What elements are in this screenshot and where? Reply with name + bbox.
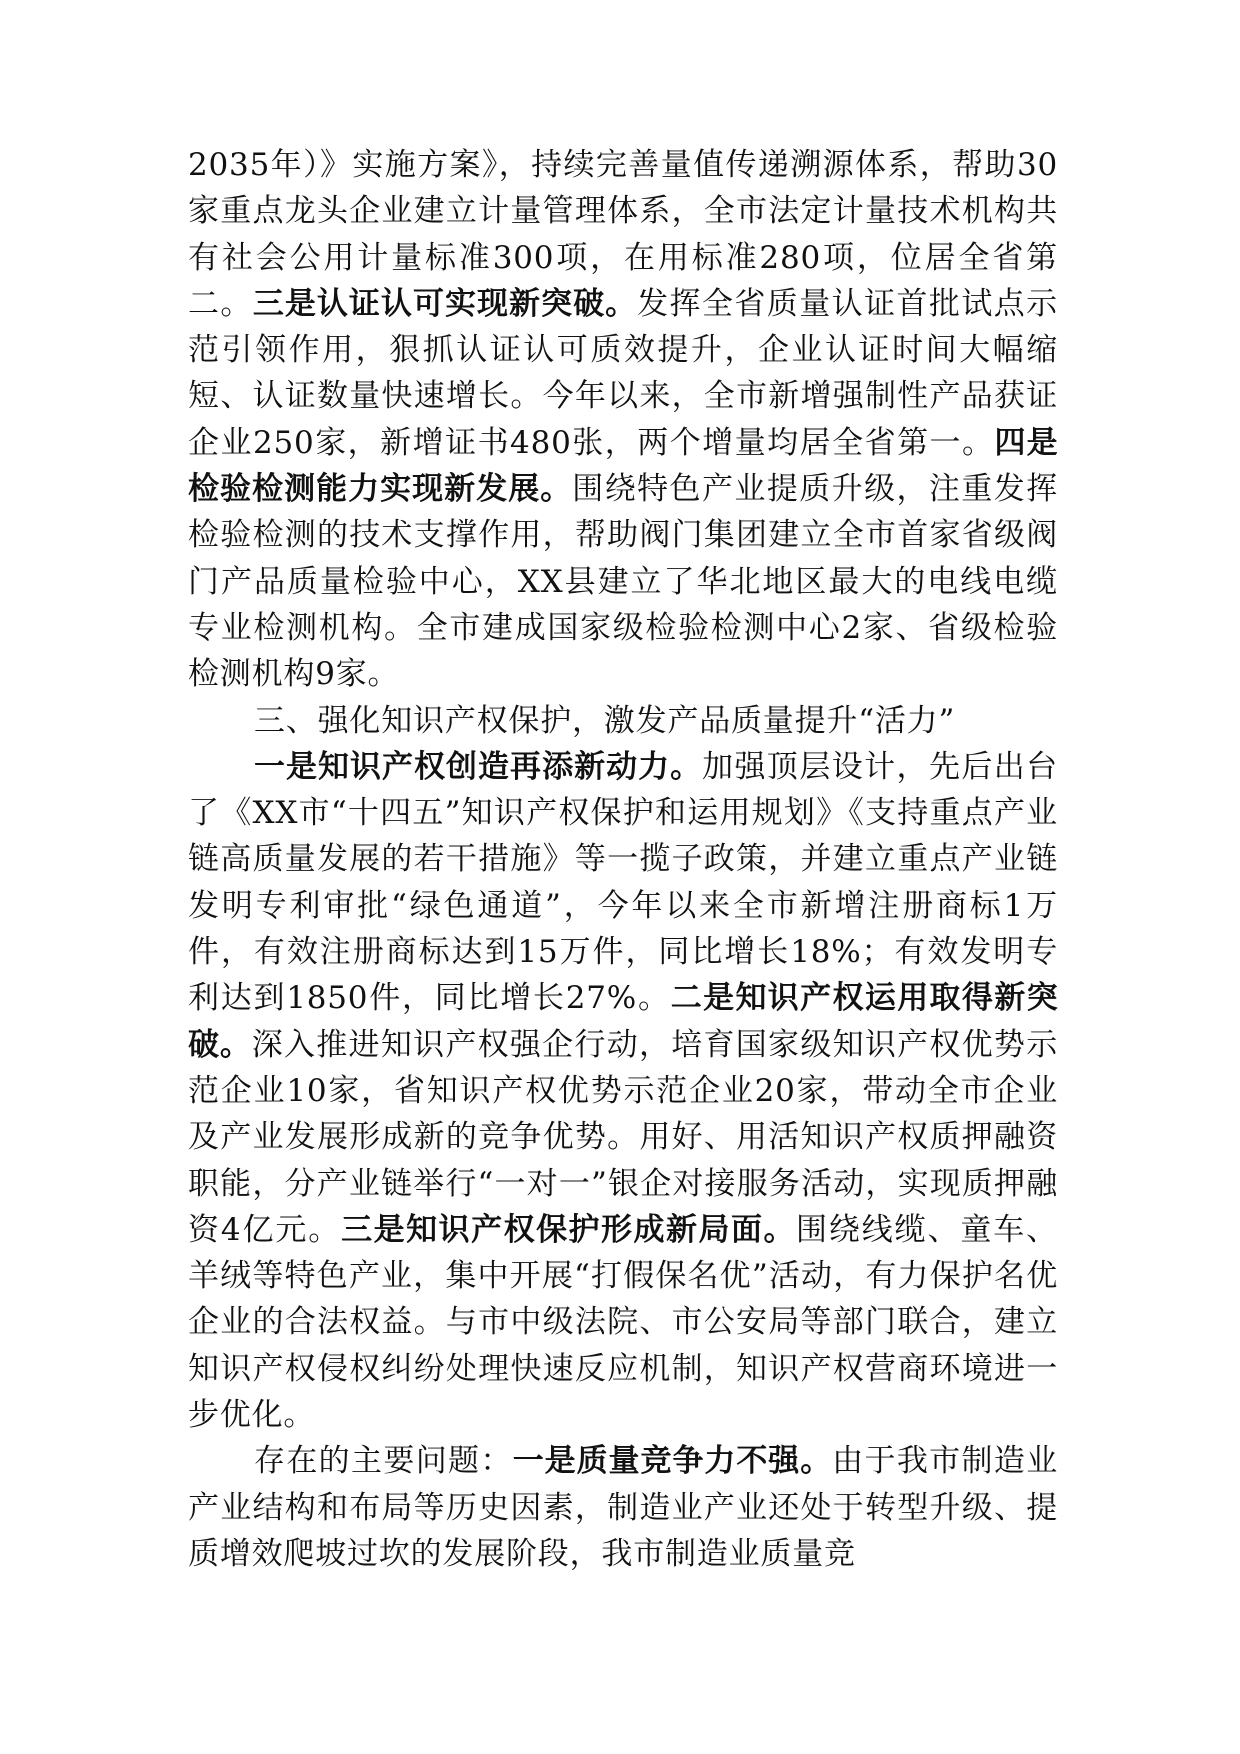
paragraph-text: 由于我市制造业产业结构和布局等历史因素，制造业产业还处于转型升级、提质增效爬坡过坎的发展阶段，我市制造业质量竞 (188, 1443, 1059, 1572)
bold-heading-ip-protection: 三是知识产权保护形成新局面。 (341, 1211, 796, 1248)
section-heading (188, 698, 1058, 744)
paragraph-text: 围绕特色产业提质升级，注重发挥检验检测的技术支撑作用，帮助阀门集团建立全市首家省级阀门产品质量检验中心，XX县建立了华北地区最大的电线电缆专业检测机构。全市建成国家级检验检测中心2家、省级检验检测机构9家。 (188, 471, 1058, 693)
document-body (188, 142, 1058, 1577)
paragraph-text: 加强顶层设计，先后出台了《XX市“十四五”知识产权保护和运用规划》《支持重点产业链高质量发展的若干措施》等一揽子政策，并建立重点产业链发明专利审批“绿色通道”，今年以来全市新增注册商标1万件，有效注册商标达到15万件，同比增长18%；有效发明专利达到1850件，同比增长27%。 (188, 748, 1058, 1017)
paragraph-main-problems (188, 1438, 1058, 1577)
bold-heading-inspection: 四是检验检测能力实现新发展。 (188, 424, 1058, 508)
bold-heading-certification: 三是认证认可实现新突破。 (252, 285, 638, 322)
paragraph-text: 存在的主要问题： (254, 1443, 513, 1480)
paragraph-text: 围绕线缆、童车、羊绒等特色产业，集中开展“打假保名优”活动，有力保护名优企业的合法权益。与市中级法院、市公安局等部门联合，建立知识产权侵权纠纷处理快速反应机制，知识产权营商环境进一步优化。 (188, 1211, 1058, 1434)
bold-heading-competitiveness: 一是质量竞争力不强。 (512, 1443, 833, 1480)
paragraph-text: 发挥全省质量认证首批试点示范引领作用，狠抓认证认可质效提升，企业认证时间大幅缩短、认证数量快速增长。今年以来，全市新增强制性产品获证企业250家，新增证书480张，两个增量均居全省第一。 (188, 285, 1058, 461)
bold-heading-ip-usage: 二是知识产权运用取得新突破。 (188, 980, 1058, 1063)
section-heading-text: 三、强化知识产权保护，激发产品质量提升“活力” (254, 702, 956, 739)
bold-heading-ip-creation: 一是知识产权创造再添新动力。 (254, 748, 703, 785)
paragraph-quality-infrastructure (188, 142, 1058, 698)
paragraph-ip-protection (188, 744, 1058, 1438)
paragraph-text: 2035年）》实施方案》，持续完善量值传递溯源体系，帮助30家重点龙头企业建立计量管理体系，全市法定计量技术机构共有社会公用计量标准300项，在用标准280项，位居全省第二。 (188, 147, 1058, 322)
paragraph-text: 深入推进知识产权强企行动，培育国家级知识产权优势示范企业10家，省知识产权优势示范企业20家，带动全市企业及产业发展形成新的竞争优势。用好、用活知识产权质押融资职能，分产业链举行“一对一”银企对接服务活动，实现质押融资4亿元。 (188, 1026, 1058, 1248)
